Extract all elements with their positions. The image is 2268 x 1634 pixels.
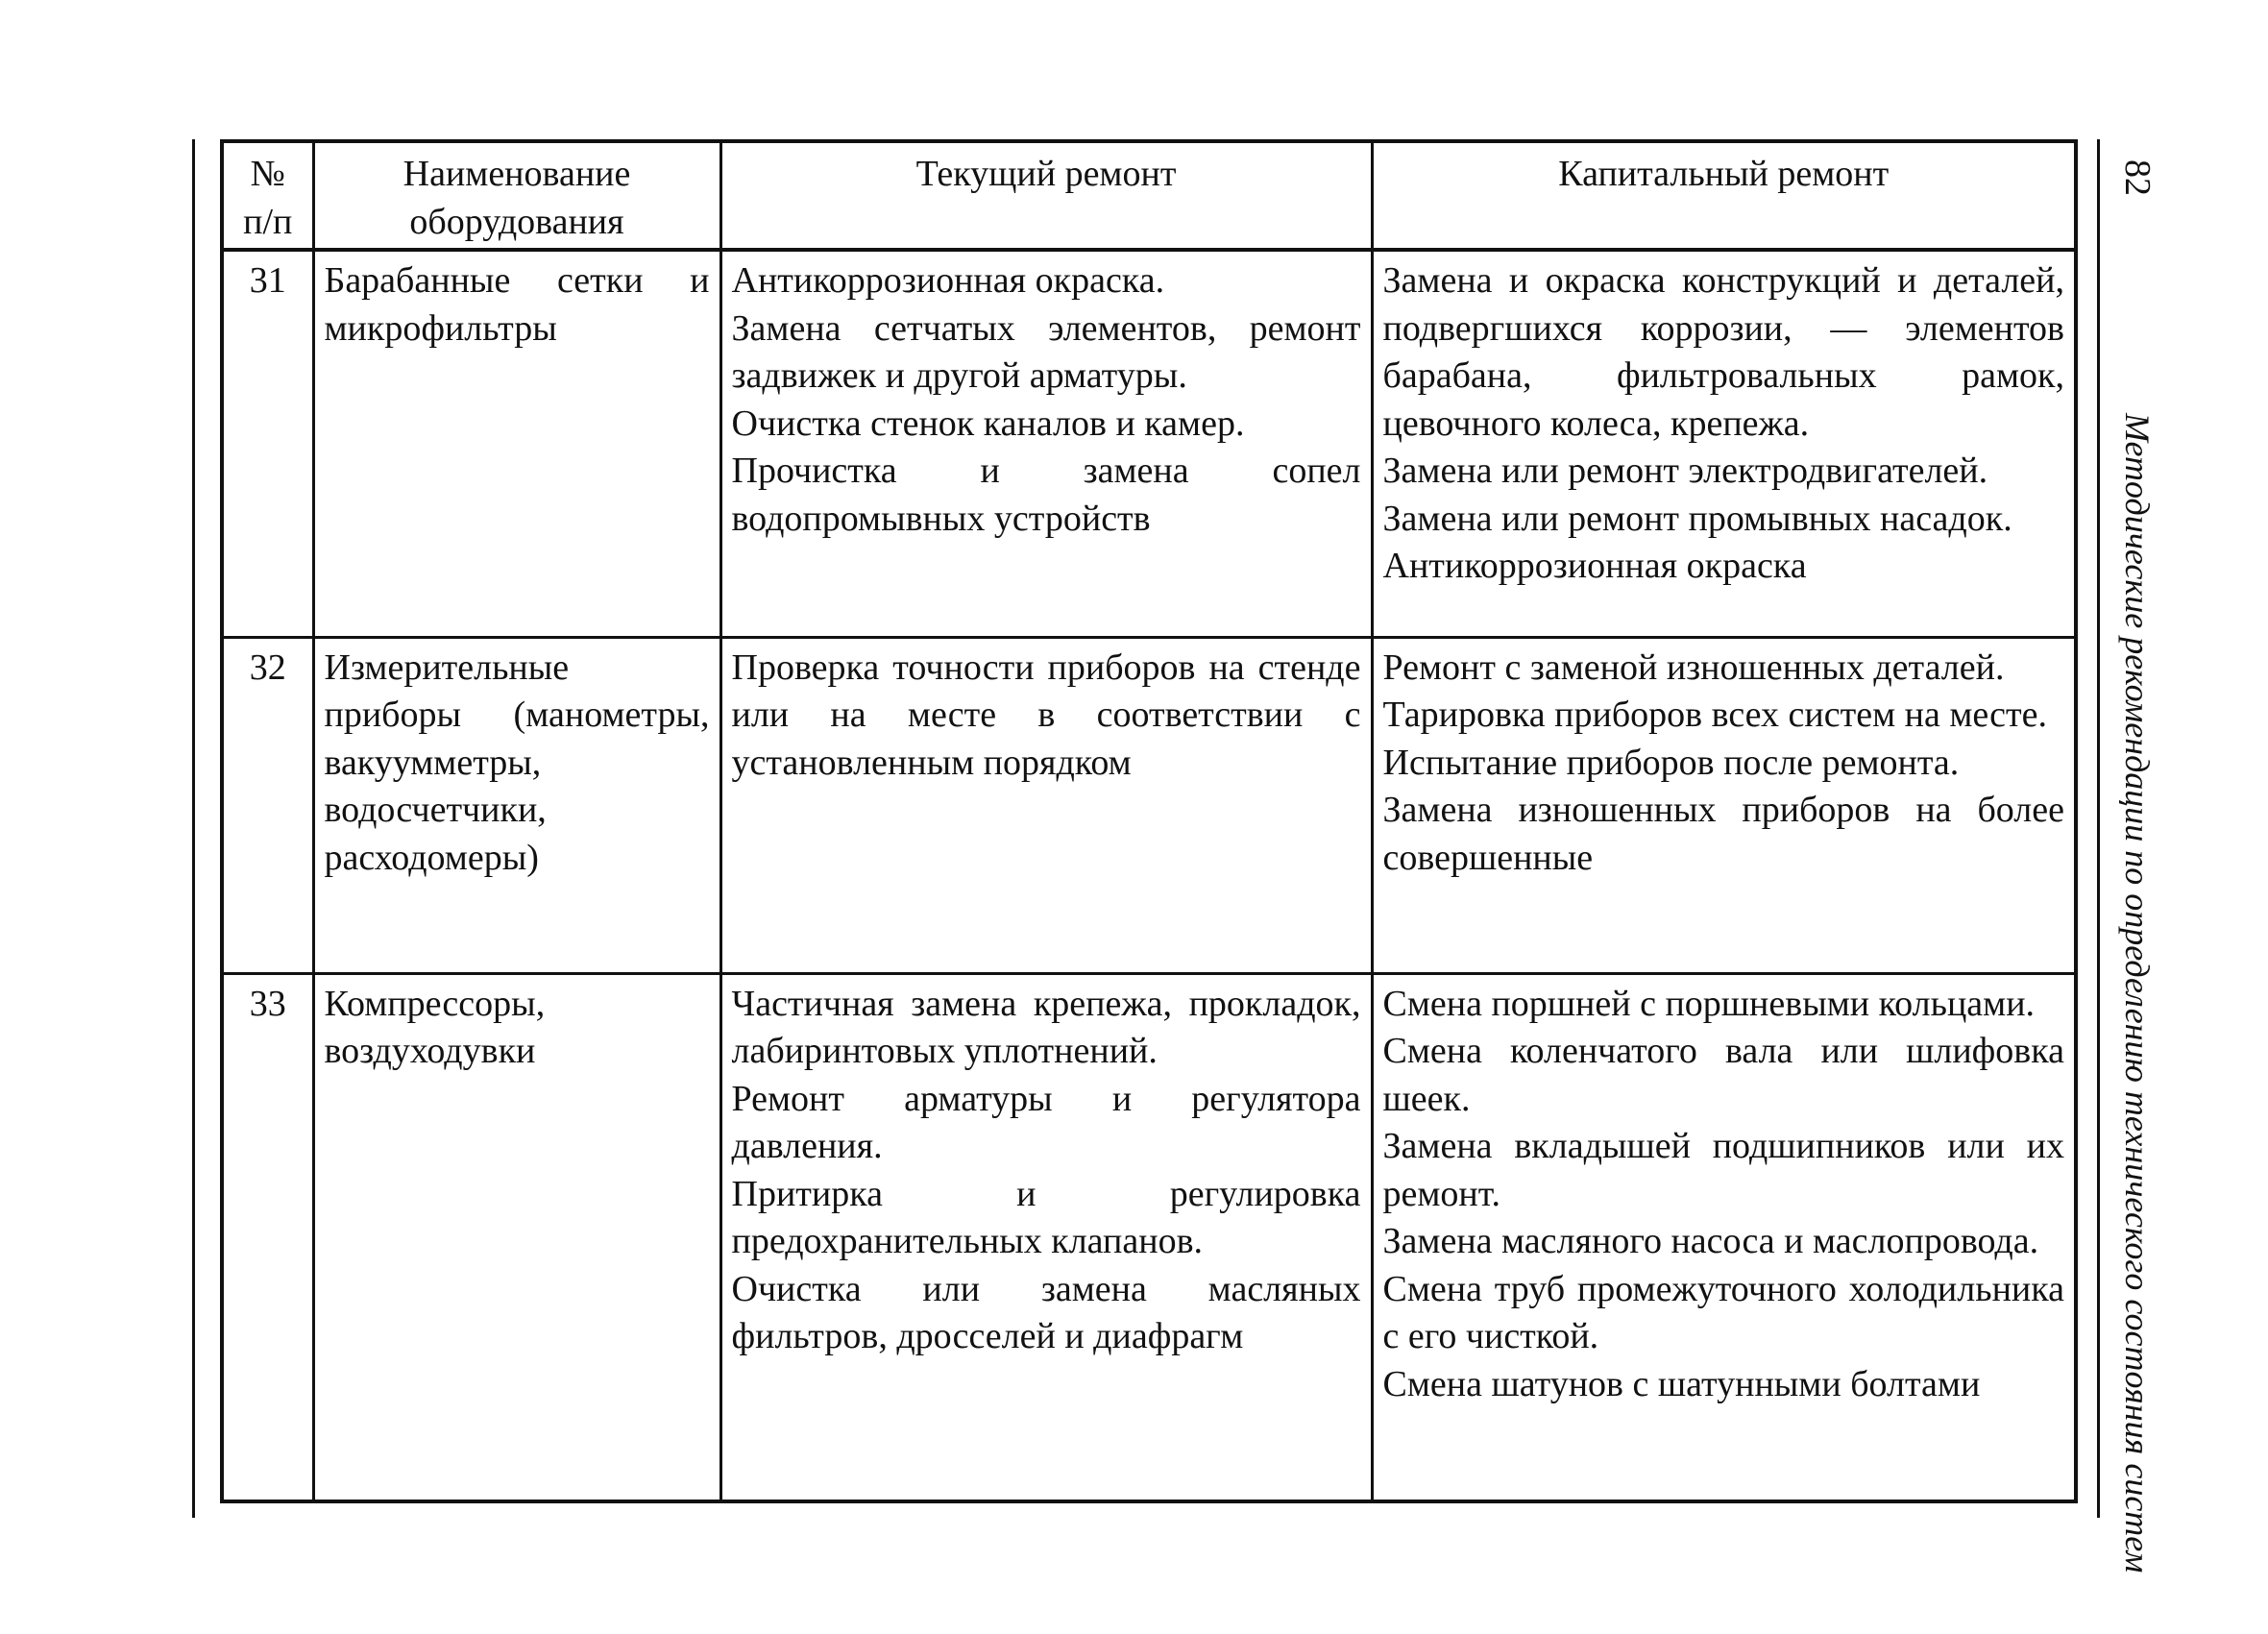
current-repair-item: Замена сетчатых элементов, ремонт задвижек и другой арматуры. — [731, 307, 1361, 396]
capital-repair-cell — [1372, 637, 2076, 973]
current-repair-item: Антикоррозионная окраска. — [731, 260, 1165, 301]
row-num: 32 — [222, 637, 313, 973]
current-repair-cell — [720, 637, 1372, 973]
capital-repair-cell — [1372, 973, 2076, 1501]
capital-repair-item: Смена труб промежуточного холодильника с его чисткой. — [1382, 1268, 2064, 1356]
capital-repair-item: Замена и окраска конструкций и деталей, подвергшихся коррозии, — элементов барабана, фильтровальных рамок, цевочного колеса, крепежа. — [1382, 260, 2064, 444]
capital-repair-item: Замена вкладышей подшипников или их ремонт. — [1382, 1126, 2064, 1214]
capital-repair-item: Антикоррозионная окраска — [1382, 546, 1807, 586]
repair-table — [220, 139, 2078, 1503]
current-repair-cell — [720, 973, 1372, 1501]
table-row — [222, 250, 2076, 637]
page-number: 82 — [2117, 159, 2158, 196]
capital-repair-item: Испытание приборов после ремонта. — [1382, 742, 1960, 783]
equipment-name: Барабанные сетки и микрофильтры — [313, 250, 720, 637]
current-repair-item: Прочистка и замена сопел водопромывных устройств — [731, 451, 1361, 539]
capital-repair-item: Смена поршней с поршневыми кольцами. — [1382, 983, 2036, 1024]
header-capital: Капитальный ремонт — [1372, 141, 2076, 250]
capital-repair-item: Ремонт с заменой изношенных деталей. — [1382, 646, 2005, 688]
equipment-name: Компрессоры, воздуходувки — [313, 973, 720, 1501]
current-repair-cell — [720, 250, 1372, 637]
capital-repair-cell — [1372, 250, 2076, 637]
running-title: Методические рекомендации по определению технического состояния систем — [2118, 413, 2157, 1573]
row-num: 33 — [222, 973, 313, 1501]
capital-repair-item: Замена изношенных приборов на более совершенные — [1382, 790, 2064, 878]
capital-repair-item: Замена масляного насоса и маслопровода. — [1382, 1221, 2039, 1261]
header-current: Текущий ремонт — [720, 141, 1372, 250]
capital-repair-item: Замена или ремонт промывных насадок. — [1382, 498, 2012, 539]
table-row — [222, 973, 2076, 1501]
current-repair-item: Проверка точности приборов на стенде или на месте в соответствии с установленным порядком — [731, 646, 1361, 783]
current-repair-item: Очистка стенок каналов и камер. — [731, 402, 1245, 444]
current-repair-item: Очистка или замена масляных фильтров, дросселей и диафрагм — [731, 1268, 1361, 1356]
header-row — [222, 141, 2076, 250]
capital-repair-item: Смена шатунов с шатунными болтами — [1382, 1363, 1981, 1404]
header-num: № п/п — [222, 141, 313, 250]
capital-repair-item: Замена или ремонт электродвигателей. — [1382, 451, 1988, 491]
header-name: Наименование оборудования — [313, 141, 720, 250]
current-repair-item: Ремонт арматуры и регулятора давления. — [731, 1078, 1361, 1166]
capital-repair-item: Тарировка приборов всех систем на месте. — [1382, 695, 2048, 735]
left-margin-rule — [192, 139, 195, 1518]
equipment-name: Измерительные приборы (манометры, вакуумметры, водосчетчики, расходомеры) — [313, 637, 720, 973]
table-row — [222, 637, 2076, 973]
current-repair-item: Притирка и регулировка предохранительных клапанов. — [731, 1173, 1361, 1261]
row-num: 31 — [222, 250, 313, 637]
capital-repair-item: Смена коленчатого вала или шлифовка шеек. — [1382, 1031, 2064, 1119]
current-repair-item: Частичная замена крепежа, прокладок, лабиринтовых уплотнений. — [731, 983, 1361, 1071]
right-margin-rule — [2097, 139, 2100, 1518]
